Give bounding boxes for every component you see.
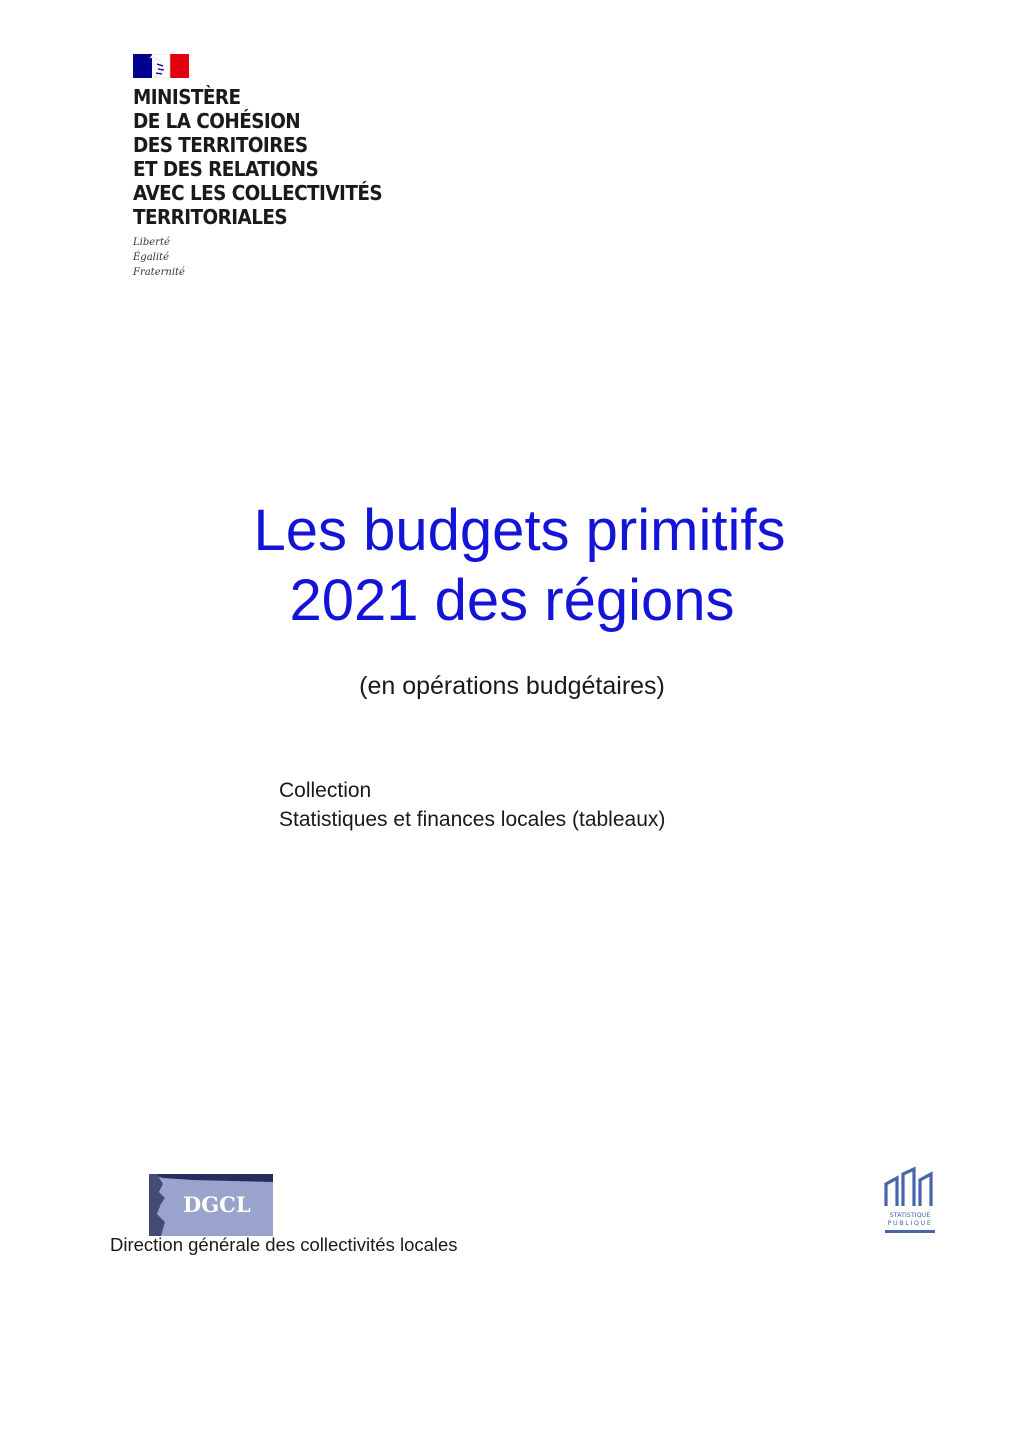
motto-line: Fraternité xyxy=(133,267,185,278)
ministry-name xyxy=(133,85,391,229)
stat-logo-text: PUBLIQUE xyxy=(887,1219,933,1227)
ministry-name-line: ET DES RELATIONS xyxy=(133,157,319,181)
cover-title-block xyxy=(0,496,1024,701)
collection-info xyxy=(279,776,665,834)
motto-line: Égalité xyxy=(133,252,169,263)
ministry-name-line: MINISTÈRE xyxy=(133,85,241,109)
motto-line: Liberté xyxy=(133,237,170,248)
republic-motto xyxy=(133,235,413,280)
ministry-name-line: DE LA COHÉSION xyxy=(133,109,301,133)
dgcl-caption: Direction générale des collectivités locales xyxy=(110,1234,458,1255)
page-title-line: 2021 des régions xyxy=(289,568,735,633)
dgcl-logo-text: DGCL xyxy=(183,1192,251,1217)
dgcl-logo xyxy=(133,1174,273,1236)
collection-label: Collection xyxy=(279,779,372,802)
page-title-line: Les budgets primitifs xyxy=(253,498,786,563)
stat-logo-text: STATISTIQUE xyxy=(889,1211,931,1219)
ministry-name-line: AVEC LES COLLECTIVITÉS xyxy=(133,181,383,205)
marianne-flag-icon xyxy=(133,54,189,78)
page-title xyxy=(0,496,1024,636)
ministry-name-line: DES TERRITOIRES xyxy=(133,133,308,157)
ministry-name-line: TERRITORIALES xyxy=(133,205,288,229)
page-subtitle: (en opérations budgétaires) xyxy=(359,672,665,700)
statistique-publique-logo xyxy=(883,1166,937,1236)
collection-name: Statistiques et finances locales (tableaux) xyxy=(279,808,666,831)
ministry-header xyxy=(133,54,413,280)
